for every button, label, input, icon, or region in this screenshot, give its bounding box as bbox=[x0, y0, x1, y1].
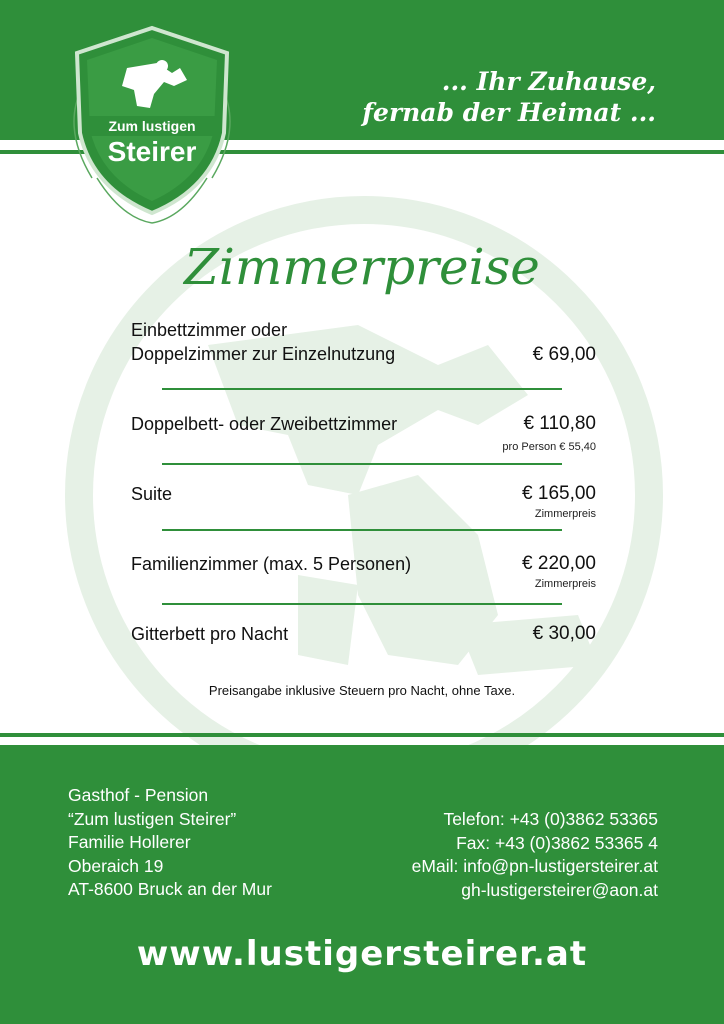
footer-divider bbox=[0, 733, 724, 737]
address-line: Gasthof - Pension bbox=[68, 785, 209, 805]
room-price: € 165,00 bbox=[522, 483, 596, 504]
room-price: € 110,80 bbox=[523, 413, 596, 434]
page-title: Zimmerpreise bbox=[184, 238, 540, 296]
address-line: Oberaich 19 bbox=[68, 855, 164, 876]
divider bbox=[162, 529, 562, 531]
divider bbox=[162, 463, 562, 465]
price-row bbox=[131, 622, 596, 648]
room-price-note: Zimmerpreis bbox=[534, 508, 596, 520]
slogan-line-1: ... Ihr Zuhause, bbox=[441, 67, 656, 96]
email-secondary[interactable]: gh-lustigersteirer@aon.at bbox=[461, 879, 658, 900]
price-row bbox=[131, 318, 596, 368]
room-name: Suite bbox=[131, 484, 173, 504]
address-block bbox=[68, 784, 272, 902]
address-line: AT-8600 Bruck an der Mur bbox=[68, 879, 272, 899]
email-primary[interactable]: eMail: info@pn-lustigersteirer.at bbox=[411, 856, 658, 876]
room-price-note: pro Person € 55,40 bbox=[502, 441, 596, 453]
room-name: Gitterbett pro Nacht bbox=[131, 624, 289, 644]
slogan bbox=[362, 66, 656, 128]
phone-number: Telefon: +43 (0)3862 53365 bbox=[443, 809, 658, 829]
room-price: € 69,00 bbox=[532, 344, 596, 365]
contact-block bbox=[412, 808, 658, 902]
room-name: Einbettzimmer oder Doppelzimmer zur Einzelnutzung bbox=[131, 320, 396, 364]
logo-shield bbox=[62, 18, 242, 228]
website-link[interactable]: www.lustigersteirer.at bbox=[136, 934, 588, 974]
slogan-line-2: fernab der Heimat ... bbox=[362, 98, 656, 127]
room-name: Familienzimmer (max. 5 Personen) bbox=[131, 554, 412, 574]
divider bbox=[162, 603, 562, 605]
address-line: Familie Hollerer bbox=[68, 832, 191, 852]
room-price: € 30,00 bbox=[532, 623, 596, 644]
divider bbox=[162, 388, 562, 390]
price-row bbox=[131, 552, 596, 592]
room-price: € 220,00 bbox=[522, 553, 596, 574]
address-line: “Zum lustigen Steirer” bbox=[68, 808, 237, 829]
price-footnote: Preisangabe inklusive Steuern pro Nacht, ohne Taxe. bbox=[208, 683, 516, 698]
room-name: Doppelbett- oder Zweibettzimmer bbox=[131, 414, 398, 434]
fax-number: Fax: +43 (0)3862 53365 4 bbox=[456, 832, 658, 853]
room-price-note: Zimmerpreis bbox=[534, 578, 596, 590]
logo-text-line2: Steirer bbox=[107, 136, 197, 167]
logo-text-line1: Zum lustigen bbox=[108, 118, 196, 134]
price-row bbox=[131, 412, 596, 456]
price-row bbox=[131, 482, 596, 522]
